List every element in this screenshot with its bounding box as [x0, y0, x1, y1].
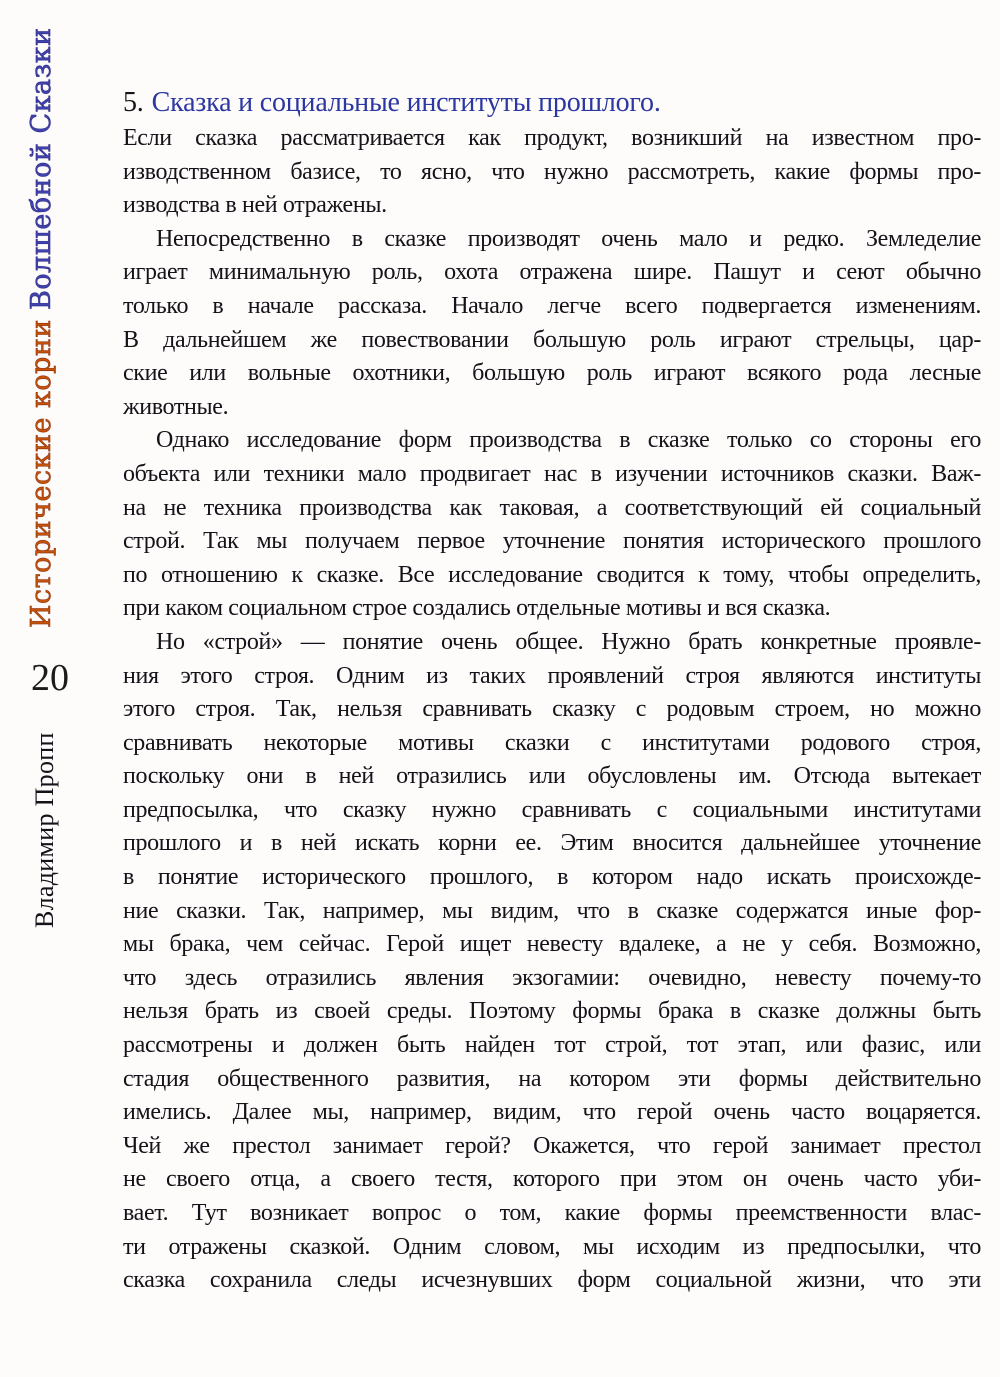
book-title-part1: Исторические корни — [26, 319, 57, 628]
text-line: на не техника производства как таковая, а соответствующий ей социальный — [123, 494, 981, 521]
section-title: Сказка и социальные институты прошлого. — [151, 87, 661, 118]
text-line: Однако исследование форм производства в сказке только со стороны его — [156, 427, 981, 454]
text-line: стадия общественного развития, на котором эти формы действительно — [123, 1065, 981, 1092]
text-line: ние сказки. Так, например, мы видим, что в сказке содержатся иные фор- — [123, 897, 981, 924]
text-line: изводства в ней отражены. — [123, 192, 387, 219]
text-line: поскольку они в ней отразились или обусловлены им. Отсюда вытекает — [123, 763, 981, 790]
text-line: при каком социальном строе создались отдельные мотивы и вся сказка. — [123, 595, 831, 622]
text-line: рассмотрены и должен быть найден тот строй, тот этап, или фазис, или — [123, 1032, 981, 1059]
text-line: В дальнейшем же повествовании большую роль играют стрельцы, цар- — [123, 326, 981, 353]
text-line: прошлого и в ней искать корни ее. Этим вносится дальнейшее уточнение — [123, 830, 981, 857]
section-number: 5. — [123, 87, 144, 118]
text-column — [123, 84, 981, 1298]
text-line: животные. — [123, 393, 229, 420]
text-line: имелись. Далее мы, например, видим, что герой очень часто воцаряется. — [123, 1099, 981, 1126]
text-line: этого строя. Так, нельзя сравнивать сказку с родовым строем, но можно — [123, 696, 981, 723]
text-line: только в начале рассказа. Начало легче всего подвергается изменениям. — [123, 292, 981, 319]
text-line: строй. Так мы получаем первое уточнение понятия исторического прошлого — [123, 528, 981, 555]
text-line: сравнивать некоторые мотивы сказки с институтами родового строя, — [123, 729, 981, 756]
text-line: мы брака, чем сейчас. Герой ищет невесту вдалеке, а не у себя. Возможно, — [123, 931, 981, 958]
text-line: что здесь отразились явления экзогамии: очевидно, невесту почему-то — [123, 964, 981, 991]
text-line: в понятие исторического прошлого, в котором надо искать происхожде- — [123, 864, 981, 891]
text-line: Но «строй» — понятие очень общее. Нужно брать конкретные проявле- — [156, 628, 981, 655]
text-line: изводственном базисе, то ясно, что нужно рассмотреть, какие формы про- — [123, 158, 981, 185]
text-line: ния этого строя. Одним из таких проявлений строя являются институты — [123, 662, 981, 689]
text-line: по отношению к сказке. Все исследование сводится к тому, чтобы определить, — [123, 561, 981, 588]
author-vertical: Владимир Пропп — [30, 732, 59, 928]
text-line: нельзя брать из своей среды. Поэтому формы брака в сказке должны быть — [123, 998, 981, 1025]
book-title-vertical — [26, 27, 58, 628]
text-line: вает. Тут возникает вопрос о том, какие формы преемственности влас- — [123, 1200, 981, 1226]
text-line: ские или вольные охотники, большую роль играют всякого рода лесные — [123, 360, 981, 387]
body-text — [123, 122, 981, 1298]
text-line: Непосредственно в сказке производят очень мало и редко. Земледелие — [156, 225, 981, 252]
section-heading — [123, 84, 981, 122]
text-line: Чей же престол занимает герой? Окажется, что герой занимает престол — [123, 1132, 981, 1159]
text-line: Если сказка рассматривается как продукт, возникший на известном про- — [123, 125, 981, 151]
text-line: сказка сохранила следы исчезнувших форм социальной жизни, что эти — [123, 1267, 981, 1294]
text-line: ти отражены сказкой. Одним словом, мы исходим из предпосылки, что — [123, 1233, 981, 1260]
book-title-part2: Волшебной Сказки — [26, 27, 57, 310]
text-line: объекта или техники мало продвигает нас в изучении источников сказки. Важ- — [123, 460, 981, 487]
text-line: играет минимальную роль, охота отражена шире. Пашут и сеют обычно — [123, 259, 981, 286]
text-line: не своего отца, а своего тестя, которого при этом он очень часто уби- — [123, 1166, 981, 1193]
text-line: предпосылка, что сказку нужно сравнивать с социальными институтами — [123, 796, 981, 823]
book-title-space — [26, 310, 57, 319]
page-number: 20 — [31, 657, 69, 699]
